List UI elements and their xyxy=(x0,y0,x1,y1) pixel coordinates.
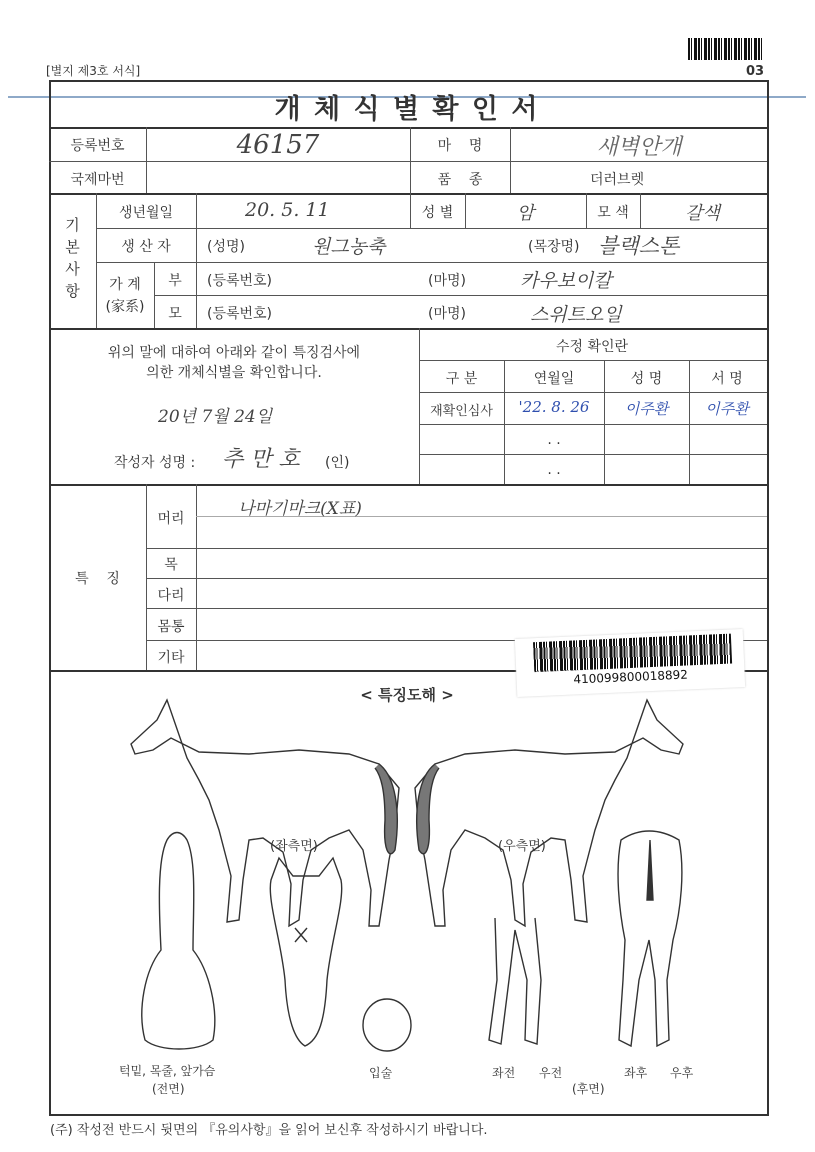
left-fore-label: 좌전 xyxy=(492,1066,516,1080)
dam-name-value: 스위트오일 xyxy=(530,304,622,326)
horse-diagram xyxy=(49,680,765,1110)
dam-reg-label: (등록번호) xyxy=(207,306,273,322)
breed-label: 품 종 xyxy=(437,172,483,188)
breed-value: 더러브렛 xyxy=(590,172,645,188)
feature-row-other: 기타 xyxy=(157,650,185,666)
dam-name-label: (마명) xyxy=(428,306,466,322)
front-head-view xyxy=(270,858,341,1046)
right-side-label: (우측면) xyxy=(498,839,546,854)
feature-row-body: 몸통 xyxy=(157,619,185,635)
intl-no-label: 국제마번 xyxy=(70,172,125,188)
horse-name-value: 새벽안개 xyxy=(596,135,682,160)
front-caption: 턱밑, 목줄, 앞가슴 xyxy=(119,1064,216,1078)
rev-header-type: 구 분 xyxy=(445,371,478,387)
lips-view xyxy=(363,999,411,1051)
front-legs-view xyxy=(489,918,541,1044)
color-label: 모 색 xyxy=(597,205,629,221)
horse-name-label: 마 명 xyxy=(437,138,483,154)
rev-row1-sign: 이주환 xyxy=(705,400,749,418)
head-x-mark xyxy=(295,928,307,942)
color-value: 갈색 xyxy=(685,203,720,224)
sex-value: 암 xyxy=(516,203,535,224)
rear-label: (후면) xyxy=(572,1082,605,1096)
front-label: (전면) xyxy=(152,1082,185,1096)
right-fore-label: 우전 xyxy=(539,1066,563,1080)
sire-name-value: 카우보이칼 xyxy=(520,270,612,292)
right-side-horse xyxy=(415,700,683,926)
top-barcode xyxy=(688,38,764,60)
rev-header-sign: 서 명 xyxy=(711,371,743,387)
breeder-name-value: 원그농축 xyxy=(312,236,386,258)
page-code: 03 xyxy=(746,64,765,79)
confirm-text-1: 위의 말에 대하여 아래와 같이 특징검사에 xyxy=(107,345,361,361)
rev-header-date: 연월일 xyxy=(533,371,575,387)
feature-head-value: 나마기마크(X표) xyxy=(238,499,362,519)
page-title: 개 체 식 별 확 인 서 xyxy=(274,94,540,125)
author-sign: 추 만 호 xyxy=(222,447,300,472)
farm-value: 블랙스톤 xyxy=(598,234,680,258)
farm-label: (목장명) xyxy=(528,239,580,255)
basic-section-label: 기 본 사 항 xyxy=(65,216,80,300)
seal-label: (인) xyxy=(325,455,350,471)
form-label: [별지 제3호 서식] xyxy=(46,64,141,78)
author-label: 작성자 성명 : xyxy=(114,455,196,471)
lip-caption: 입술 xyxy=(369,1066,393,1080)
sire-name-label: (마명) xyxy=(428,273,466,289)
right-hind-label: 우후 xyxy=(670,1066,694,1080)
rev-row1-name: 이주환 xyxy=(624,400,669,418)
sex-label: 성 별 xyxy=(421,205,454,221)
confirm-date: 20년 7월 24일 xyxy=(158,407,273,427)
sire-reg-label: (등록번호) xyxy=(207,273,273,289)
left-horse-tail xyxy=(375,764,397,854)
rev-row3-dots: . . xyxy=(547,462,561,478)
left-side-label: (좌측면) xyxy=(270,839,318,854)
barcode-number: 410099800018892 xyxy=(573,667,689,687)
features-section-label: 특 징 xyxy=(75,571,120,587)
front-neck-view xyxy=(142,833,215,1050)
pedigree-label: 가 계 xyxy=(109,277,141,293)
sire-label: 부 xyxy=(168,273,182,289)
right-horse-tail xyxy=(417,764,439,854)
breeder-label: 생 산 자 xyxy=(121,239,171,255)
dam-label: 모 xyxy=(168,306,182,322)
footer-note: (주) 작성전 반드시 뒷면의 『유의사항』을 읽어 보신후 작성하시기 바랍니다. xyxy=(50,1123,488,1138)
left-side-horse xyxy=(131,700,399,926)
breeder-name-label: (성명) xyxy=(207,239,245,255)
rev-row2-dots: . . xyxy=(547,432,561,448)
pedigree-hanja: (家系) xyxy=(105,299,145,315)
rev-row1-date: '22. 8. 26 xyxy=(518,398,590,416)
feature-row-head: 머리 xyxy=(157,511,185,527)
dob-value: 20. 5. 11 xyxy=(245,199,330,221)
rev-header-name: 성 명 xyxy=(630,371,663,387)
confirm-text-2: 의한 개체식별을 확인합니다. xyxy=(146,365,322,381)
left-hind-label: 좌후 xyxy=(624,1066,648,1080)
revision-title: 수정 확인란 xyxy=(555,339,629,355)
feature-row-legs: 다리 xyxy=(157,588,185,604)
rev-row1-type: 재확인심사 xyxy=(430,404,493,419)
feature-row-neck: 목 xyxy=(164,557,178,573)
reg-no-label: 등록번호 xyxy=(70,138,125,154)
rear-tail xyxy=(647,840,653,900)
diagram-title: < 특징도해 > xyxy=(360,686,454,704)
reg-no-value: 46157 xyxy=(236,130,320,160)
dob-label: 생년월일 xyxy=(118,205,174,221)
